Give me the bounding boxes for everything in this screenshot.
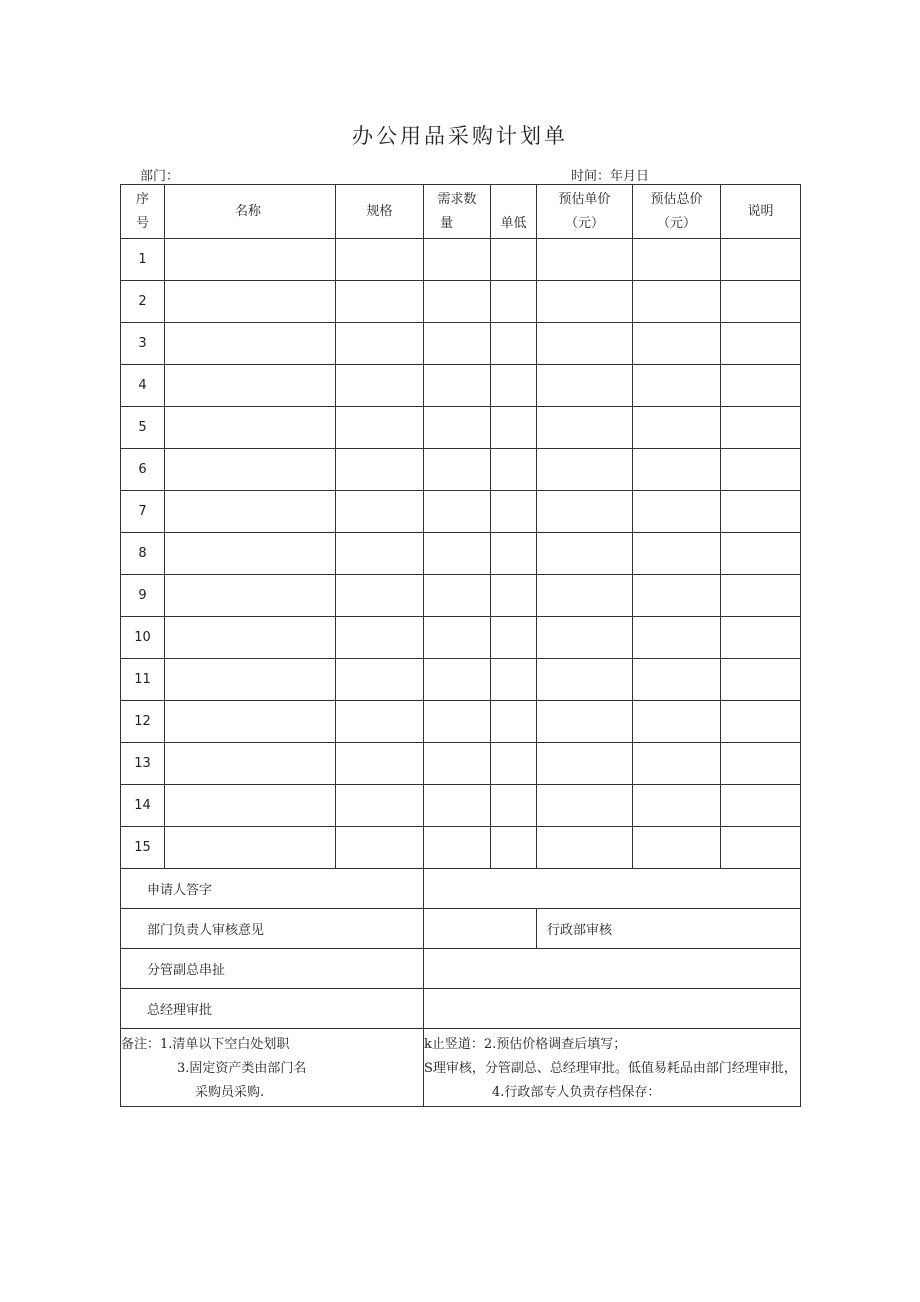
cell-name[interactable] — [165, 365, 336, 407]
header-seq-line2: 号 — [135, 215, 149, 231]
cell-spec[interactable] — [336, 449, 424, 491]
cell-unit[interactable] — [491, 281, 537, 323]
cell-total-price[interactable] — [633, 701, 721, 743]
row-number: 15 — [121, 827, 165, 869]
header-total-price — [633, 185, 721, 239]
cell-unit[interactable] — [491, 617, 537, 659]
table-row — [121, 365, 801, 407]
cell-spec[interactable] — [336, 407, 424, 449]
notes-left — [121, 1029, 424, 1107]
cell-spec[interactable] — [336, 323, 424, 365]
table-row — [121, 575, 801, 617]
cell-total-price[interactable] — [633, 281, 721, 323]
cell-unit-price[interactable] — [537, 449, 633, 491]
table-row — [121, 239, 801, 281]
note-line-4: 4.行政部专人负责存档保存： — [492, 1085, 661, 1100]
header-total-price-line1: 预估总价 — [650, 191, 703, 207]
cell-spec[interactable] — [336, 659, 424, 701]
cell-qty[interactable] — [424, 827, 491, 869]
cell-remarks[interactable] — [721, 785, 801, 827]
cell-total-price[interactable] — [633, 407, 721, 449]
cell-name[interactable] — [165, 785, 336, 827]
cell-total-price[interactable] — [633, 575, 721, 617]
cell-qty[interactable] — [424, 575, 491, 617]
cell-total-price[interactable] — [633, 365, 721, 407]
cell-name[interactable] — [165, 827, 336, 869]
cell-qty[interactable] — [424, 701, 491, 743]
cell-total-price[interactable] — [633, 743, 721, 785]
cell-remarks[interactable] — [721, 449, 801, 491]
cell-remarks[interactable] — [721, 659, 801, 701]
table-row — [121, 491, 801, 533]
cell-name[interactable] — [165, 449, 336, 491]
vp-approval-field[interactable] — [424, 949, 801, 989]
cell-name[interactable] — [165, 575, 336, 617]
notes-right — [424, 1029, 801, 1107]
row-number: 12 — [121, 701, 165, 743]
cell-name[interactable] — [165, 659, 336, 701]
cell-remarks[interactable] — [721, 323, 801, 365]
row-number: 4 — [121, 365, 165, 407]
cell-unit[interactable] — [491, 365, 537, 407]
cell-spec[interactable] — [336, 827, 424, 869]
table-row — [121, 617, 801, 659]
time-label: 时间：年月日 — [571, 169, 650, 184]
cell-spec[interactable] — [336, 617, 424, 659]
header-unit-price-line2: （元） — [564, 215, 604, 231]
row-number: 14 — [121, 785, 165, 827]
cell-unit[interactable] — [491, 239, 537, 281]
header-remarks: 说明 — [721, 185, 801, 239]
table-row — [121, 701, 801, 743]
cell-remarks[interactable] — [721, 617, 801, 659]
dept-head-review-field[interactable] — [424, 909, 537, 949]
cell-total-price[interactable] — [633, 449, 721, 491]
cell-unit-price[interactable] — [537, 827, 633, 869]
cell-qty[interactable] — [424, 785, 491, 827]
note-line-2: k止竖道：2.预估价格调查后填写； — [424, 1037, 627, 1052]
cell-qty[interactable] — [424, 281, 491, 323]
row-number: 13 — [121, 743, 165, 785]
cell-unit[interactable] — [491, 827, 537, 869]
cell-spec[interactable] — [336, 365, 424, 407]
notes-row — [121, 1029, 801, 1107]
row-number: 1 — [121, 239, 165, 281]
cell-unit[interactable] — [491, 701, 537, 743]
vp-approval-row — [121, 949, 801, 989]
cell-total-price[interactable] — [633, 617, 721, 659]
cell-unit-price[interactable] — [537, 743, 633, 785]
cell-unit-price[interactable] — [537, 701, 633, 743]
table-row — [121, 449, 801, 491]
header-row — [121, 185, 801, 239]
cell-remarks[interactable] — [721, 365, 801, 407]
table-row — [121, 533, 801, 575]
cell-unit-price[interactable] — [537, 533, 633, 575]
cell-unit-price[interactable] — [537, 239, 633, 281]
cell-unit-price[interactable] — [537, 659, 633, 701]
purchase-plan-table — [120, 184, 801, 1107]
header-qty — [424, 185, 491, 239]
header-unit-price — [537, 185, 633, 239]
header-total-price-line2: （元） — [656, 215, 696, 231]
cell-name[interactable] — [165, 617, 336, 659]
row-number: 10 — [121, 617, 165, 659]
table-row — [121, 281, 801, 323]
header-name: 名称 — [165, 185, 336, 239]
header-unit-price-line1: 预估单价 — [558, 191, 611, 207]
admin-review-label: 行政部审核 — [537, 909, 801, 949]
department-label: 部门： — [140, 169, 180, 184]
header-qty-line2: 量 — [440, 215, 454, 231]
note-line-2-cont: S理审核，分管副总、总经理审批。低值易耗品由部门经理审批， — [424, 1061, 797, 1076]
applicant-signature-label: 申请人答字 — [121, 869, 424, 909]
cell-unit-price[interactable] — [537, 407, 633, 449]
cell-qty[interactable] — [424, 743, 491, 785]
header-spec: 规格 — [336, 185, 424, 239]
cell-qty[interactable] — [424, 617, 491, 659]
cell-name[interactable] — [165, 533, 336, 575]
dept-head-review-label: 部门负责人审核意见 — [121, 909, 424, 949]
cell-qty[interactable] — [424, 533, 491, 575]
gm-approval-field[interactable] — [424, 989, 801, 1029]
table-row — [121, 827, 801, 869]
cell-unit-price[interactable] — [537, 323, 633, 365]
cell-qty[interactable] — [424, 407, 491, 449]
cell-name[interactable] — [165, 323, 336, 365]
cell-unit[interactable] — [491, 659, 537, 701]
note-line-1: 备注：1.清单以下空白处划职 — [121, 1037, 290, 1052]
cell-unit-price[interactable] — [537, 617, 633, 659]
cell-remarks[interactable] — [721, 239, 801, 281]
cell-unit-price[interactable] — [537, 785, 633, 827]
table-row — [121, 785, 801, 827]
cell-total-price[interactable] — [633, 785, 721, 827]
cell-name[interactable] — [165, 701, 336, 743]
cell-total-price[interactable] — [633, 659, 721, 701]
cell-unit[interactable] — [491, 743, 537, 785]
cell-total-price[interactable] — [633, 533, 721, 575]
row-number: 11 — [121, 659, 165, 701]
header-seq-line1: 序 — [135, 191, 149, 207]
cell-unit[interactable] — [491, 407, 537, 449]
cell-unit-price[interactable] — [537, 365, 633, 407]
cell-unit-price[interactable] — [537, 575, 633, 617]
header-seq — [121, 185, 165, 239]
vp-approval-label: 分管副总串扯 — [121, 949, 424, 989]
cell-qty[interactable] — [424, 239, 491, 281]
cell-unit-price[interactable] — [537, 491, 633, 533]
cell-unit[interactable] — [491, 575, 537, 617]
row-number: 5 — [121, 407, 165, 449]
applicant-signature-row — [121, 869, 801, 909]
cell-spec[interactable] — [336, 785, 424, 827]
cell-remarks[interactable] — [721, 533, 801, 575]
cell-spec[interactable] — [336, 701, 424, 743]
cell-qty[interactable] — [424, 365, 491, 407]
cell-unit[interactable] — [491, 533, 537, 575]
cell-name[interactable] — [165, 239, 336, 281]
cell-qty[interactable] — [424, 491, 491, 533]
cell-total-price[interactable] — [633, 323, 721, 365]
row-number: 8 — [121, 533, 165, 575]
table-row — [121, 323, 801, 365]
row-number: 6 — [121, 449, 165, 491]
cell-remarks[interactable] — [721, 281, 801, 323]
cell-qty[interactable] — [424, 449, 491, 491]
header-qty-line1: 需求数 — [437, 191, 477, 207]
cell-unit[interactable] — [491, 323, 537, 365]
page-title: 办公用品采购计划单 — [352, 124, 568, 148]
table-row — [121, 407, 801, 449]
cell-qty[interactable] — [424, 323, 491, 365]
dept-review-row — [121, 909, 801, 949]
cell-remarks[interactable] — [721, 407, 801, 449]
cell-spec[interactable] — [336, 491, 424, 533]
cell-spec[interactable] — [336, 743, 424, 785]
cell-unit-price[interactable] — [537, 281, 633, 323]
gm-approval-label: 总经理审批 — [121, 989, 424, 1029]
cell-remarks[interactable] — [721, 701, 801, 743]
note-line-3: 3.固定资产类由部门名 — [177, 1061, 307, 1076]
cell-total-price[interactable] — [633, 827, 721, 869]
cell-remarks[interactable] — [721, 827, 801, 869]
cell-remarks[interactable] — [721, 575, 801, 617]
cell-spec[interactable] — [336, 281, 424, 323]
cell-remarks[interactable] — [721, 491, 801, 533]
cell-spec[interactable] — [336, 575, 424, 617]
gm-approval-row — [121, 989, 801, 1029]
cell-name[interactable] — [165, 743, 336, 785]
cell-total-price[interactable] — [633, 239, 721, 281]
cell-spec[interactable] — [336, 533, 424, 575]
cell-name[interactable] — [165, 407, 336, 449]
cell-spec[interactable] — [336, 239, 424, 281]
note-line-3-cont: 采购员采购. — [195, 1085, 265, 1100]
row-number: 7 — [121, 491, 165, 533]
applicant-signature-field[interactable] — [424, 869, 801, 909]
table-row — [121, 659, 801, 701]
row-number: 3 — [121, 323, 165, 365]
row-number: 2 — [121, 281, 165, 323]
cell-unit[interactable] — [491, 449, 537, 491]
row-number: 9 — [121, 575, 165, 617]
table-row — [121, 743, 801, 785]
cell-qty[interactable] — [424, 659, 491, 701]
cell-unit[interactable] — [491, 785, 537, 827]
cell-name[interactable] — [165, 491, 336, 533]
header-unit: 单低 — [491, 185, 537, 239]
cell-remarks[interactable] — [721, 743, 801, 785]
cell-total-price[interactable] — [633, 491, 721, 533]
cell-name[interactable] — [165, 281, 336, 323]
cell-unit[interactable] — [491, 491, 537, 533]
